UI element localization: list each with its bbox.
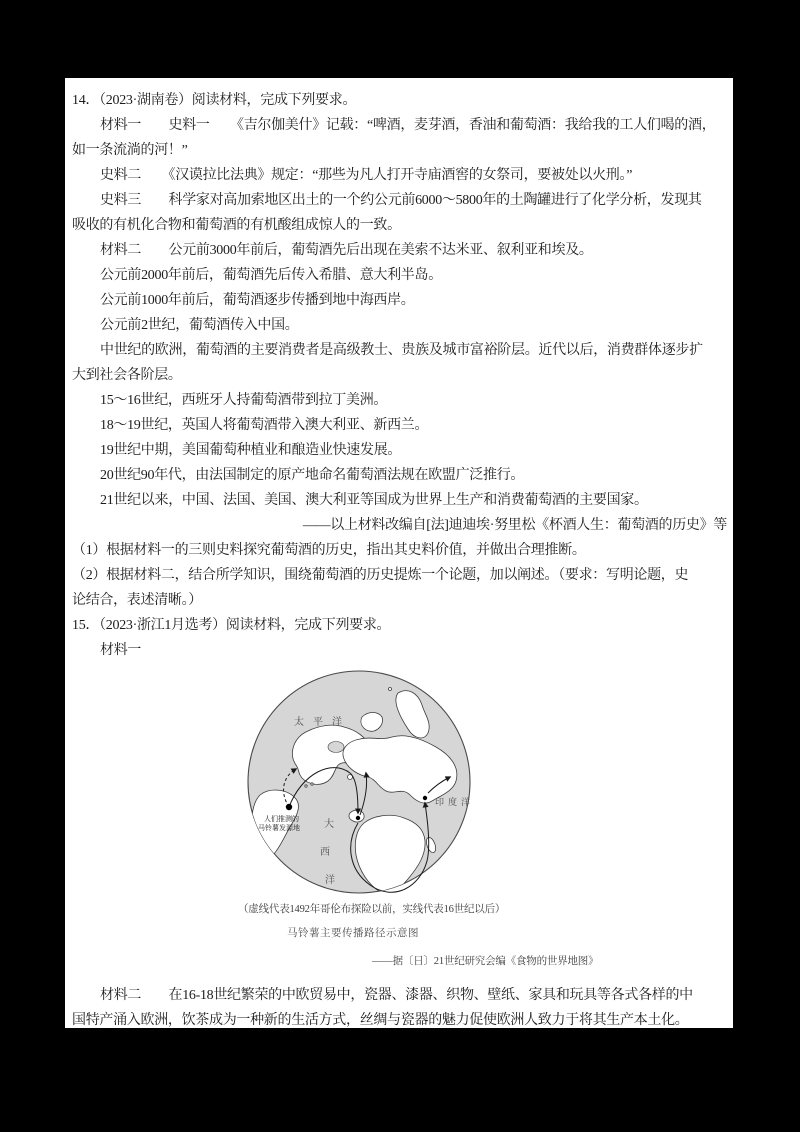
doc-line: 18～19世纪，英国人将葡萄酒带入澳大利亚、新西兰。 (100, 418, 429, 433)
pacific-ocean-label: 太平洋 (294, 717, 351, 728)
map-caption: 马铃薯主要传播路径示意图 (287, 928, 419, 939)
origin-dot (286, 804, 292, 810)
q15-material2-line: 国特产涌入欧洲，饮茶成为一种新的生活方式，丝绸与瓷器的魅力促使欧洲人致力于将其生产本土化。 (72, 1013, 689, 1028)
q14-source-attribution: ——以上材料改编自[法]迪迪埃·努里松《杯酒人生：葡萄酒的历史》等 (302, 518, 727, 533)
q15-material1-label: 材料一 (100, 643, 142, 658)
doc-line: 史料二 《汉谟拉比法典》规定：“那些为凡人打开寺庙酒窖的女祭司，要被处以火刑。” (100, 168, 633, 183)
doc-line: 史料三 科学家对高加索地区出土的一个约公元前6000～5800年的土陶罐进行了化学分析，发现其 (100, 193, 702, 208)
doc-line: 材料二 公元前3000年前后，葡萄酒先后出现在美索不达米亚、叙利亚和埃及。 (100, 243, 593, 258)
island (311, 783, 313, 785)
island (389, 688, 392, 691)
island (305, 785, 307, 787)
india-dot (423, 796, 427, 800)
world-map-figure (72, 663, 727, 983)
doc-line: 论结合，表述清晰。） (72, 593, 202, 608)
doc-line: 材料一 史料一 《吉尔伽美什》记载：“啤酒，麦芽酒，香油和葡萄酒：我给我的工人们喝的酒， (100, 118, 716, 133)
atlantic-ocean-label-char2: 西 (320, 847, 330, 858)
origin-annotation-line1: 人们推测的 (264, 815, 299, 823)
doc-line: 20世纪90年代，由法国制定的原产地命名葡萄酒法规在欧盟广泛推行。 (100, 468, 525, 483)
land-iberia (349, 810, 364, 822)
doc-line: 15～16世纪，西班牙人持葡萄酒带到拉丁美洲。 (100, 393, 388, 408)
iberia-dot (356, 816, 360, 820)
doc-line: 大到社会各阶层。 (72, 368, 182, 383)
origin-annotation-line2: 马铃薯发源地 (258, 824, 300, 832)
document-page (65, 78, 733, 1028)
question-15-header: 15．（2023·浙江1月选考）阅读材料，完成下列要求。 (72, 618, 391, 633)
doc-line: 吸收的有机化合物和葡萄酒的有机酸组成惊人的一致。 (72, 218, 401, 233)
doc-line: 如一条流淌的河！” (72, 143, 188, 158)
hudson-bay (328, 742, 344, 753)
map-legend-note: （虚线代表1492年哥伦布探险以前，实线代表16世纪以后） (238, 904, 506, 915)
doc-line: 公元前2世纪，葡萄酒传入中国。 (100, 318, 299, 333)
question-14-header: 14．（2023·湖南卷）阅读材料，完成下列要求。 (72, 93, 357, 108)
doc-line: 公元前2000年前后，葡萄酒先后传入希腊、意大利半岛。 (100, 268, 442, 283)
q14-subquestion-1: （1）根据材料一的三则史料探究葡萄酒的历史，指出其史料价值，并做出合理推断。 (72, 543, 586, 558)
atlantic-ocean-label-char3: 洋 (325, 875, 335, 886)
doc-line: 21世纪以来，中国、法国、美国、澳大利亚等国成为世界上生产和消费葡萄酒的主要国家。 (100, 493, 648, 508)
q14-subquestion-2: （2）根据材料二，结合所学知识，围绕葡萄酒的历史提炼一个论题，加以阐述。（要求：写明论题，史 (72, 568, 689, 583)
doc-line: 中世纪的欧洲，葡萄酒的主要消费者是高级教士、贵族及城市富裕阶层。近代以后，消费群体逐步扩 (100, 343, 703, 358)
q15-material2-line: 材料二 在16-18世纪繁荣的中欧贸易中，瓷器、漆器、织物、壁纸、家具和玩具等各式各样的中 (100, 988, 693, 1003)
document-content (65, 78, 733, 1028)
doc-line: 公元前1000年前后，葡萄酒逐步传播到地中海西岸。 (100, 293, 415, 308)
map-source-attribution: ——据〔日〕21世纪研究会编《食物的世界地图》 (372, 956, 599, 967)
world-map (244, 665, 474, 903)
doc-line: 19世纪中期，美国葡萄种植业和酿造业快速发展。 (100, 443, 402, 458)
atlantic-ocean-label-char1: 大 (324, 819, 334, 830)
indian-ocean-label: 印度洋 (435, 797, 474, 807)
